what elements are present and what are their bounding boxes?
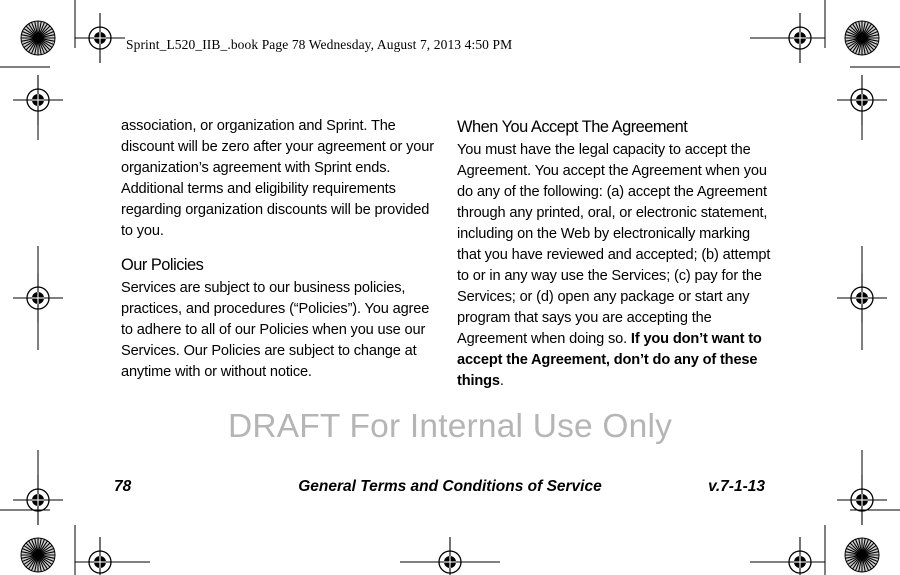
- accept-agreement-emphasis: If you don’t want to accept the Agreement, don’t do any of these things: [457, 331, 762, 389]
- right-column: [457, 116, 775, 392]
- our-policies-heading: Our Policies: [121, 256, 204, 274]
- footer-version: v.7-1-13: [708, 478, 765, 495]
- accept-agreement-body: [457, 140, 775, 392]
- star-target-top-left: [21, 21, 55, 55]
- registration-mark-bottom-center: [425, 537, 475, 575]
- registration-mark-right-upper: [837, 75, 887, 125]
- footer-title: General Terms and Conditions of Service: [298, 478, 602, 495]
- registration-mark-bottom-right: [775, 537, 825, 575]
- registration-mark-bottom-left: [75, 537, 125, 575]
- book-info-header: Sprint_L520_IIB_.book Page 78 Wednesday, August 7, 2013 4:50 PM: [126, 37, 513, 52]
- accept-agreement-heading: When You Accept The Agreement: [457, 118, 688, 136]
- registration-mark-left-middle: [13, 273, 63, 323]
- registration-mark-top-right: [775, 13, 825, 63]
- accept-agreement-text: You must have the legal capacity to accept the Agreement. You accept the Agreement when you do any of the following: (a) accept the Agreement through any printed, oral, or electronic statement, including on the Web by electronically marking that you have reviewed and accepted; (b) attempt to or in any way use the Services; (c) pay for the Services; or (d) open any package or start any program that says you are accepting the Agreement when doing so.: [457, 142, 771, 347]
- star-target-bottom-right: [845, 538, 879, 572]
- registration-mark-top-left: [75, 13, 125, 63]
- registration-mark-left-upper: [13, 75, 63, 125]
- draft-watermark: DRAFT For Internal Use Only: [227, 408, 673, 445]
- intro-paragraph: association, or organization and Sprint. The discount will be zero after your agreement or your organization’s agreement with Sprint ends. Additional terms and eligibility requirements regarding organization discounts will be provided to you.: [121, 118, 434, 239]
- star-target-top-right: [845, 21, 879, 55]
- left-column: [121, 116, 441, 383]
- star-target-bottom-left: [21, 538, 55, 572]
- footer-page-number: 78: [114, 478, 132, 495]
- our-policies-body: Services are subject to our business policies, practices, and procedures (“Policies”). You agree to adhere to all of our Policies when you use our Services. Our Policies are subject to change at anytime with or without notice.: [121, 280, 430, 380]
- accept-agreement-period: .: [499, 373, 504, 389]
- registration-mark-right-middle: [837, 273, 887, 323]
